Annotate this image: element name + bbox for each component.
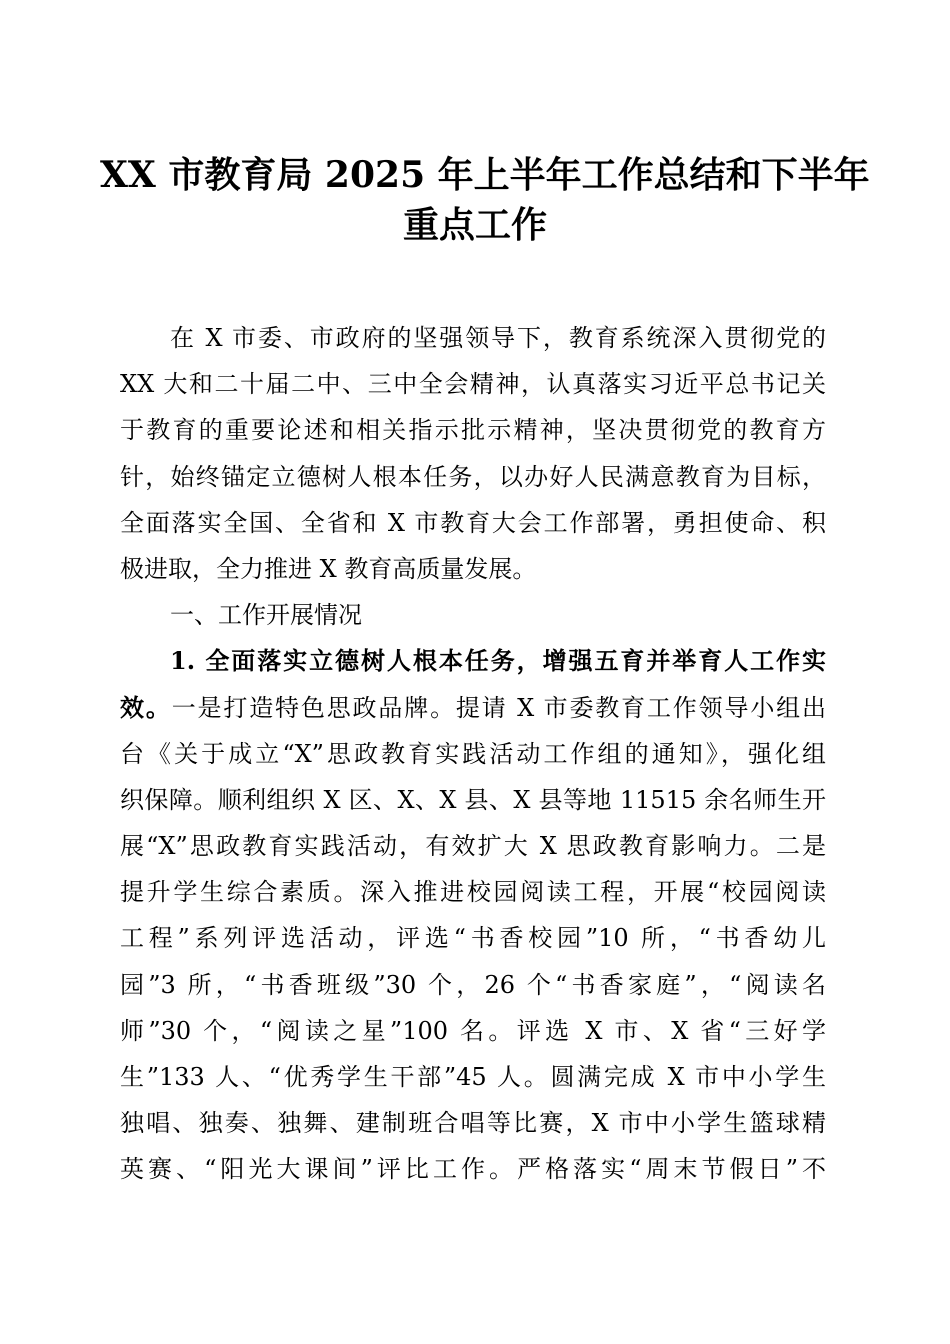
intro-line: 针，始终锚定立德树人根本任务，以办好人民满意教育为目标，: [120, 462, 826, 491]
intro-line: 极进取，全力推进 X 教育高质量发展。: [120, 554, 537, 583]
item1-body-line: 独唱、独奏、独舞、建制班合唱等比赛，X 市中小学生篮球精: [120, 1109, 826, 1138]
item1-body-line: 师”30 个，“阅读之星”100 名。评选 X 市、X 省“三好学: [120, 1016, 826, 1045]
item1-body-line: 展“X”思政教育实践活动，有效扩大 X 思政教育影响力。二是: [120, 832, 826, 861]
intro-line: 全面落实全国、全省和 X 市教育大会工作部署，勇担使命、积: [120, 508, 826, 537]
intro-line: 在 X 市委、市政府的坚强领导下，教育系统深入贯彻党的: [170, 324, 826, 352]
item1-mixed-line: [120, 685, 826, 731]
intro-line: 于教育的重要论述和相关指示批示精神，坚决贯彻党的教育方: [120, 416, 826, 445]
item1-body-line: 提升学生综合素质。深入推进校园阅读工程，开展“校园阅读: [120, 878, 826, 907]
item1-body-line: 工程”系列评选活动，评选“书香校园”10 所，“书香幼儿: [120, 924, 826, 953]
item1-body-line: 生”133 人、“优秀学生干部”45 人。圆满完成 X 市中小学生: [120, 1063, 826, 1091]
document-body: [120, 315, 826, 1193]
item1-body-line: 园”3 所，“书香班级”30 个，26 个“书香家庭”，“阅读名: [120, 970, 826, 999]
item1-body-line: 英赛、“阳光大课间”评比工作。严格落实“周末节假日”不: [120, 1155, 826, 1184]
title-line-2: 重点工作: [402, 204, 547, 246]
item1-body-line: 台《关于成立“X”思政教育实践活动工作组的通知》，强化组: [120, 739, 826, 768]
document-title: [100, 150, 870, 250]
item1-body-line: 织保障。顺利组织 X 区、X、X 县、X 县等地 11515 余名师生开: [120, 785, 826, 814]
intro-line: XX 大和二十届二中、三中全会精神，认真落实习近平总书记关: [120, 370, 826, 399]
item1-heading-end: 效。: [120, 692, 172, 722]
section-heading: 一、工作开展情况: [170, 601, 362, 630]
title-line-1: XX 市教育局 2025 年上半年工作总结和下半年: [100, 154, 870, 196]
item1-heading-line: 1. 全面落实立德树人根本任务，增强五育并举育人工作实: [170, 646, 826, 676]
item1-body-start: 一是打造特色思政品牌。提请 X 市委教育工作领导小组出: [171, 693, 827, 722]
